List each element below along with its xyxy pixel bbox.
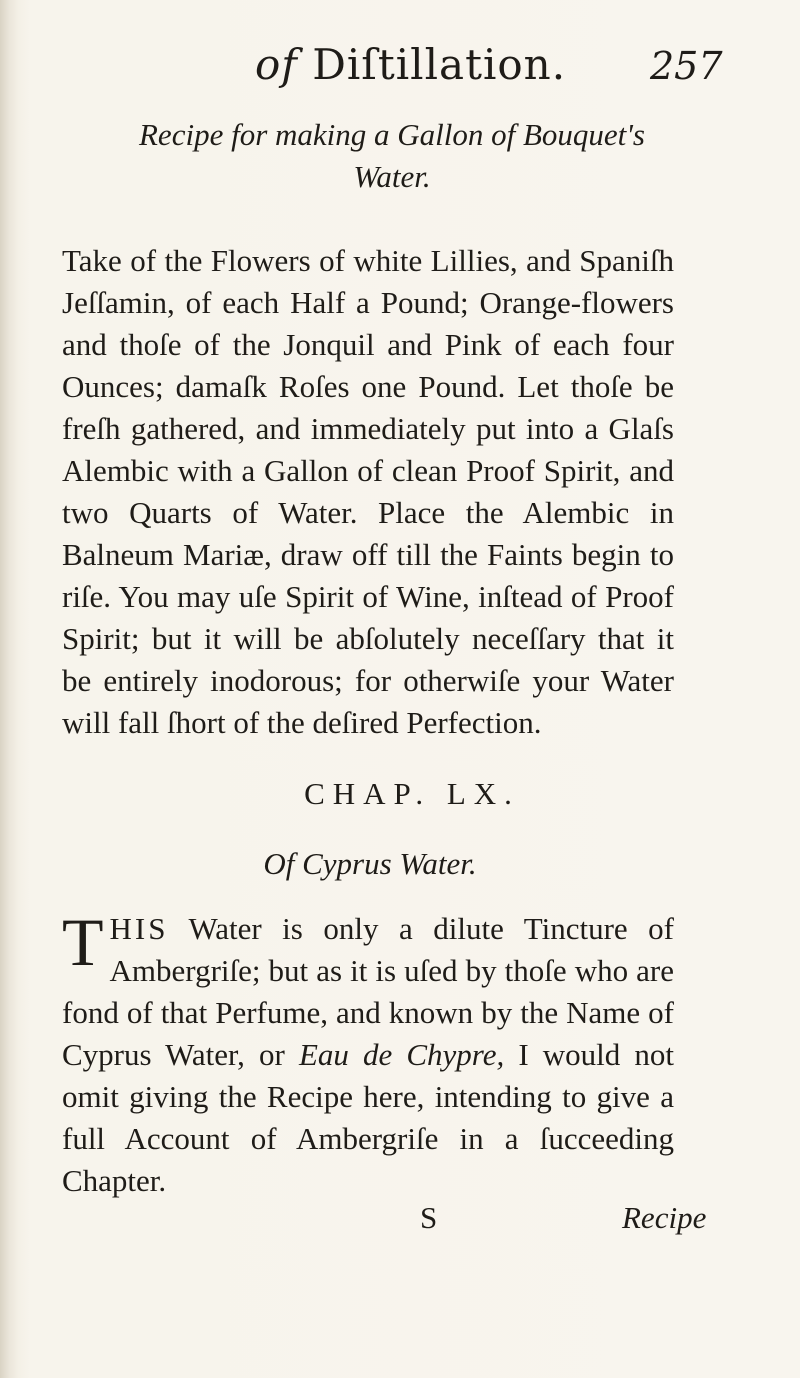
chapter-body: [62, 904, 675, 1202]
chapter-heading: CHAP. LX.: [304, 776, 520, 811]
drop-cap: T: [62, 904, 104, 980]
first-word-rest: HIS: [109, 911, 169, 946]
binding-edge: [0, 0, 18, 1378]
catchword: Recipe: [622, 1200, 707, 1235]
chapter-body-part-2: I would not omit giving the Recipe here, intending to give a full Account of Ambergriſe in a ſucceeding Chapter.: [62, 1037, 675, 1198]
chapter-body-part-1: Water is only a dilute Tincture of Ambergriſe; but as it is uſed by thoſe who are fond of that Perfume, and known by the Name of Cyprus Water, or: [62, 911, 674, 1072]
recipe-body: Take of the Flowers of white Lillies, and Spaniſh Jeſſamin, of each Half a Pound; Orange-flowers and thoſe of the Jonquil and Pink of each four Ounces; damaſk Roſes one Pound. Let thoſe be freſh gathered, and immediately put into a Glaſs Alembic with a Gallon of clean Proof Spirit, and two Quarts of Water. Place the Alembic in Balneum Mariæ, draw off till the Faints begin to riſe. You may uſe Spirit of Wine, inſtead of Proof Spirit; but it will be abſolutely neceſſary that it be entirely inodorous; for otherwiſe your Water will fall ſhort of the deſired Perfection.: [62, 243, 674, 740]
chapter-title: Of Cyprus Water.: [263, 846, 477, 881]
page-number: 257: [650, 44, 723, 88]
chapter-body-italic: Eau de Chypre,: [298, 1037, 505, 1072]
running-head-of: of: [255, 40, 298, 89]
running-head: [255, 40, 566, 89]
running-head-title: Diſtillation.: [312, 40, 567, 89]
recipe-title: [92, 114, 692, 198]
recipe-title-line-2: Water.: [353, 159, 431, 194]
signature-mark: S: [420, 1200, 438, 1235]
recipe-title-line-1: Recipe for making a Gallon of Bouquet's: [139, 117, 645, 152]
